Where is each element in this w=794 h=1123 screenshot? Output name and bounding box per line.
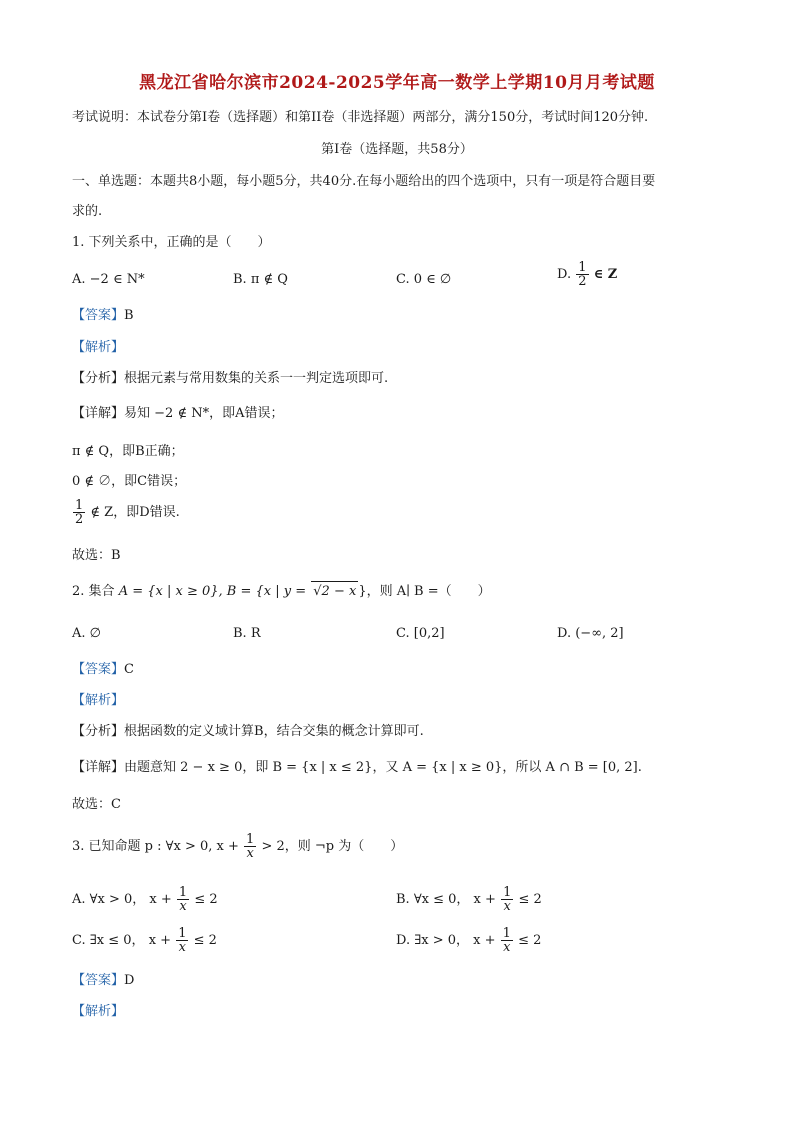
q2-sqrt-content: 2 − x bbox=[321, 584, 357, 599]
q3-option-b-prefix: B. ∀x ≤ 0， x + bbox=[396, 892, 496, 907]
q1-option-c: C. 0 ∈ ∅ bbox=[396, 272, 452, 287]
q1-detail-line-4 bbox=[72, 499, 180, 526]
q2-detail-text: 由题意知 2 − x ≥ 0，即 B = {x | x ≤ 2}，又 A = {x | x ≥ 0}，所以 A ∩ B = [0, 2]. bbox=[124, 760, 642, 775]
q1-stem: 1. 下列关系中，正确的是（ ） bbox=[72, 235, 271, 250]
q1-choose bbox=[72, 546, 121, 566]
q2-sqrt: √2 − x bbox=[311, 581, 358, 602]
q1-option-d bbox=[557, 261, 617, 288]
q2-analysis-label: 【解析】 bbox=[72, 693, 125, 708]
q3-option-c-suffix: ≤ 2 bbox=[193, 933, 217, 948]
detail-label: 【详解】 bbox=[72, 760, 125, 775]
q2-stem bbox=[72, 581, 491, 602]
q3-option-a-fraction bbox=[177, 886, 189, 913]
q2-answer bbox=[72, 660, 134, 680]
document-title: 黑龙江省哈尔滨市2024-2025学年高一数学上学期10月月考试题 bbox=[139, 73, 655, 93]
q2-option-b: B. R bbox=[233, 626, 261, 641]
q3-option-a-suffix: ≤ 2 bbox=[194, 892, 218, 907]
q3-answer-value: D bbox=[124, 973, 135, 988]
q3-stem bbox=[72, 833, 403, 860]
q1-detail-line-3: 0 ∉ ∅，即C错误； bbox=[72, 474, 187, 489]
q3-option-c-num: 1 bbox=[178, 926, 187, 941]
choose-label: 故选： bbox=[72, 797, 112, 812]
q3-answer bbox=[72, 971, 134, 991]
q3-option-c-fraction bbox=[176, 927, 188, 954]
q1-option-d-suffix: ∈ Z bbox=[593, 267, 618, 282]
detail-label: 【详解】 bbox=[72, 406, 125, 421]
q3-option-d-suffix: ≤ 2 bbox=[518, 933, 542, 948]
q2-set-b-prefix: , B = {x | y = bbox=[218, 584, 307, 599]
q3-option-b-num: 1 bbox=[503, 885, 512, 900]
q3-analysis-label: 【解析】 bbox=[72, 1004, 125, 1019]
q1-line4-num: 1 bbox=[75, 498, 84, 513]
q3-option-a-den: x bbox=[177, 899, 189, 913]
section-header: 第I卷（选择题，共58分） bbox=[321, 142, 473, 157]
q2-set-a: A = {x | x ≥ 0} bbox=[118, 584, 219, 599]
q3-option-a bbox=[72, 886, 218, 913]
q3-stem-prefix: 3. 已知命题 p : ∀x > 0, x + bbox=[72, 839, 239, 854]
q1-line4-den: 2 bbox=[75, 512, 84, 527]
q3-option-b-fraction bbox=[501, 886, 513, 913]
q1-analysis-label: 【解析】 bbox=[72, 340, 125, 355]
answer-label: 【答案】 bbox=[72, 973, 125, 988]
q3-option-a-num: 1 bbox=[178, 885, 188, 900]
q3-stem-fraction bbox=[244, 833, 256, 860]
q1-fenxi bbox=[72, 369, 388, 389]
q3-option-d-den: x bbox=[501, 940, 513, 954]
q2-option-d: D. (−∞, 2] bbox=[557, 626, 624, 641]
q3-stem-den: x bbox=[244, 846, 256, 860]
q1-option-b: B. π ∉ Q bbox=[233, 272, 288, 287]
q1-line4-fraction bbox=[73, 499, 85, 526]
q2-set-b-suffix: }，则 A∣ B =（ ） bbox=[358, 584, 491, 599]
q2-choose bbox=[72, 795, 121, 815]
q2-stem-prefix: 2. 集合 bbox=[72, 584, 115, 599]
q1-detail-line-2: π ∉ Q，即B正确； bbox=[72, 444, 184, 459]
q3-option-c bbox=[72, 927, 217, 954]
q3-option-d-prefix: D. ∃x > 0， x + bbox=[396, 933, 496, 948]
q1-option-d-prefix: D. bbox=[557, 267, 572, 282]
q3-option-d-num: 1 bbox=[502, 926, 511, 941]
q2-detail bbox=[72, 758, 642, 778]
q3-option-d bbox=[396, 927, 541, 954]
q3-option-a-prefix: A. ∀x > 0， x + bbox=[72, 892, 172, 907]
q3-stem-num: 1 bbox=[246, 832, 255, 847]
q1-detail-text: 易知 −2 ∉ N*，即A错误； bbox=[124, 406, 284, 421]
instruction-line-2: 求的. bbox=[72, 204, 103, 219]
q2-answer-value: C bbox=[124, 662, 134, 677]
q3-option-c-den: x bbox=[176, 940, 188, 954]
q2-option-a: A. ∅ bbox=[72, 626, 101, 641]
q1-option-a: A. −2 ∈ N* bbox=[72, 272, 145, 287]
q1-option-d-num: 1 bbox=[578, 260, 587, 275]
exam-note: 考试说明：本试卷分第I卷（选择题）和第II卷（非选择题）两部分，满分150分，考试时间120分钟. bbox=[72, 110, 649, 125]
answer-label: 【答案】 bbox=[72, 662, 125, 677]
fenxi-label: 【分析】 bbox=[72, 371, 125, 386]
q1-option-d-den: 2 bbox=[578, 274, 587, 289]
q1-detail bbox=[72, 404, 283, 424]
q1-option-d-fraction bbox=[576, 261, 588, 288]
q3-option-b-den: x bbox=[501, 899, 513, 913]
choose-label: 故选： bbox=[72, 548, 112, 563]
instruction-line-1: 一、单选题：本题共8小题，每小题5分，共40分.在每小题给出的四个选项中，只有一项是符合题目要 bbox=[72, 174, 656, 189]
q1-answer bbox=[72, 306, 134, 326]
answer-label: 【答案】 bbox=[72, 308, 125, 323]
q3-option-d-fraction bbox=[501, 927, 513, 954]
q3-option-c-prefix: C. ∃x ≤ 0， x + bbox=[72, 933, 172, 948]
q3-option-b bbox=[396, 886, 542, 913]
q2-fenxi-text: 根据函数的定义域计算B，结合交集的概念计算即可. bbox=[124, 724, 424, 739]
q2-option-c: C. [0,2] bbox=[396, 626, 445, 641]
fenxi-label: 【分析】 bbox=[72, 724, 125, 739]
q1-choose-value: B bbox=[111, 548, 121, 563]
q1-answer-value: B bbox=[124, 308, 134, 323]
q2-fenxi bbox=[72, 722, 424, 742]
q3-option-b-suffix: ≤ 2 bbox=[518, 892, 542, 907]
q3-stem-suffix: > 2，则 ¬p 为（ ） bbox=[261, 839, 404, 854]
q1-line4-suffix: ∉ Z，即D错误. bbox=[90, 505, 180, 520]
q1-fenxi-text: 根据元素与常用数集的关系一一判定选项即可. bbox=[124, 371, 389, 386]
q2-choose-value: C bbox=[111, 797, 121, 812]
